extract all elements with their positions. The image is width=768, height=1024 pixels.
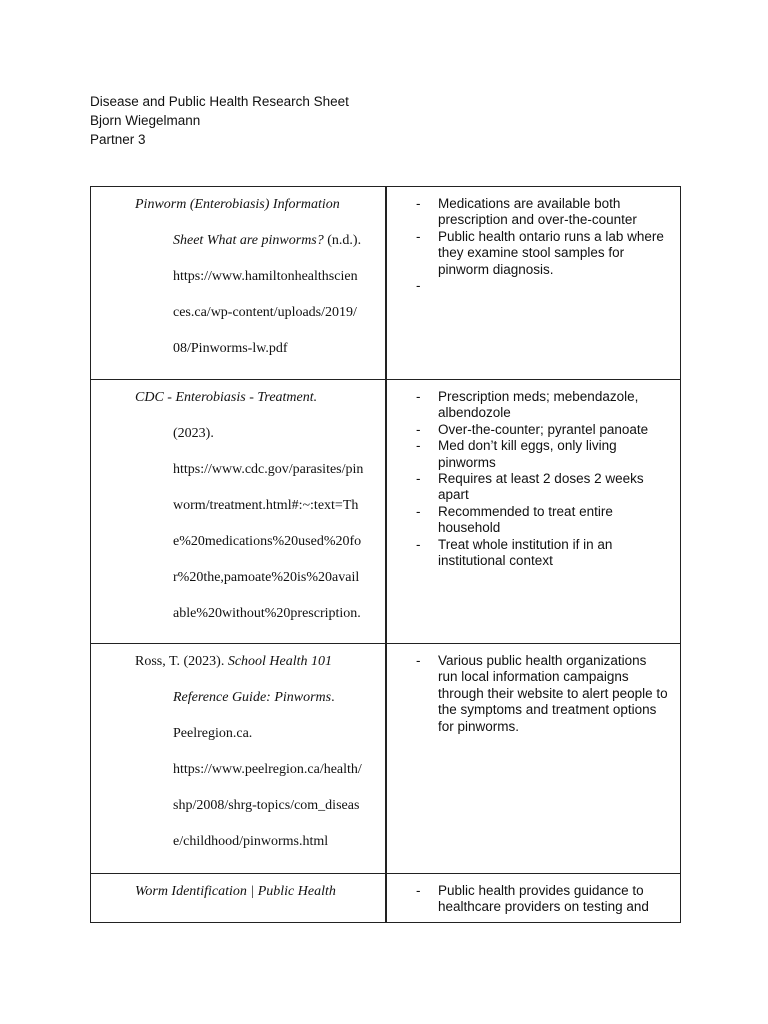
list-item [438,537,674,570]
list-item-line: - Recommended to treat entire [438,503,613,519]
list-item [438,278,674,294]
citation-line: 08/Pinworms-lw.pdf [173,341,288,356]
list-item-line: - Medications are available both [438,196,621,211]
citation-line: r%20the,pamoate%20is%20avail [173,570,360,585]
citation-text: Ross, T. (2023). [135,654,228,669]
citation-line: worm/treatment.html#:~:text=Th [173,498,359,513]
notes-cell [386,187,681,380]
citation-line: https://www.peelregion.ca/health/ [173,762,362,777]
table-row [91,380,681,644]
citation [91,874,385,910]
citation-line [135,874,381,910]
citation-line [135,680,381,716]
citation-cell [91,644,387,874]
list-item-line: they examine stool samples for [438,245,625,261]
citation-line: ces.ca/wp-content/uploads/2019/ [173,305,357,320]
table-row [91,644,681,874]
citation-line: Peelregion.ca. [173,726,253,741]
list-item-line: the symptoms and treatment options [438,702,657,718]
list-item-line: - Various public health organizations [438,653,647,668]
citation-title: CDC - Enterobiasis - Treatment. [135,390,318,405]
list-item [438,438,674,471]
list-item-line: run local information campaigns [438,669,629,685]
list-item [438,883,674,916]
list-item [438,229,674,278]
citation-title: Reference Guide: Pinworms [173,690,332,705]
notes-list [387,187,680,294]
list-item-line: prescription and over-the-counter [438,212,637,228]
partner-label: Partner 3 [90,132,146,147]
citation-title: Pinworm (Enterobiasis) Information [135,197,340,212]
document-header [90,92,349,149]
list-item-line: for pinworms. [438,718,520,734]
list-item-line: healthcare providers on testing and [438,899,649,915]
citation-line [135,223,381,259]
citation-line [135,644,381,680]
list-item-line [438,278,674,294]
list-item [438,196,674,229]
citation-line: e%20medications%20used%20fo [173,534,362,549]
list-item [438,471,674,504]
list-item-line: apart [438,487,469,503]
list-item-line: - Public health provides guidance to [438,883,644,898]
list-item [438,389,674,422]
notes-list [387,380,680,569]
citation-cell [91,380,387,644]
citation-cell [91,874,387,923]
list-item-line: through their website to alert people to [438,685,668,701]
research-table-body [91,187,681,923]
citation [91,380,385,632]
list-item-line: - Requires at least 2 doses 2 weeks [438,471,644,487]
list-item-line: - Treat whole institution if in an [438,536,613,552]
document-title: Disease and Public Health Research Sheet [90,94,349,109]
citation-line: e/childhood/pinworms.html [173,834,329,849]
list-item [438,422,674,438]
citation-line: (2023). [173,426,214,441]
citation-title: School Health 101 [227,654,333,669]
notes-cell [386,644,681,874]
citation-line [135,187,381,223]
list-item-line: - Prescription meds; mebendazole, [438,389,639,404]
list-item [438,504,674,537]
author-name: Bjorn Wiegelmann [90,113,201,128]
citation-cell [91,187,387,380]
citation [91,644,385,860]
list-item-line: institutional context [438,553,553,569]
notes-list [387,644,680,735]
citation-title: Worm Identification | Public Health [135,884,336,899]
list-item-line: albendozole [438,405,511,421]
notes-cell [386,874,681,923]
list-item-line: - Public health ontario runs a lab where [438,228,664,244]
list-item-line: pinworm diagnosis. [438,261,554,277]
table-row [91,187,681,380]
list-item-line: household [438,520,501,536]
list-item-line: pinworms [438,454,496,470]
notes-cell [386,380,681,644]
citation-text: (n.d.). [323,233,362,248]
citation-line: https://www.hamiltonhealthscien [173,269,358,284]
list-item [438,653,674,735]
list-item-line: - Med don’t kill eggs, only living [438,438,617,454]
citation-title: Sheet What are pinworms? [173,233,324,248]
citation-line: https://www.cdc.gov/parasites/pin [173,462,364,477]
citation-line: shp/2008/shrg-topics/com_diseas [173,798,360,813]
citation-text: . [331,690,335,705]
research-table [90,186,681,923]
table-row [91,874,681,923]
citation [91,187,385,367]
citation-line [135,380,381,416]
citation-line: able%20without%20prescription. [173,606,361,621]
list-item-line: - Over-the-counter; pyrantel panoate [438,421,649,437]
notes-list [387,874,680,916]
